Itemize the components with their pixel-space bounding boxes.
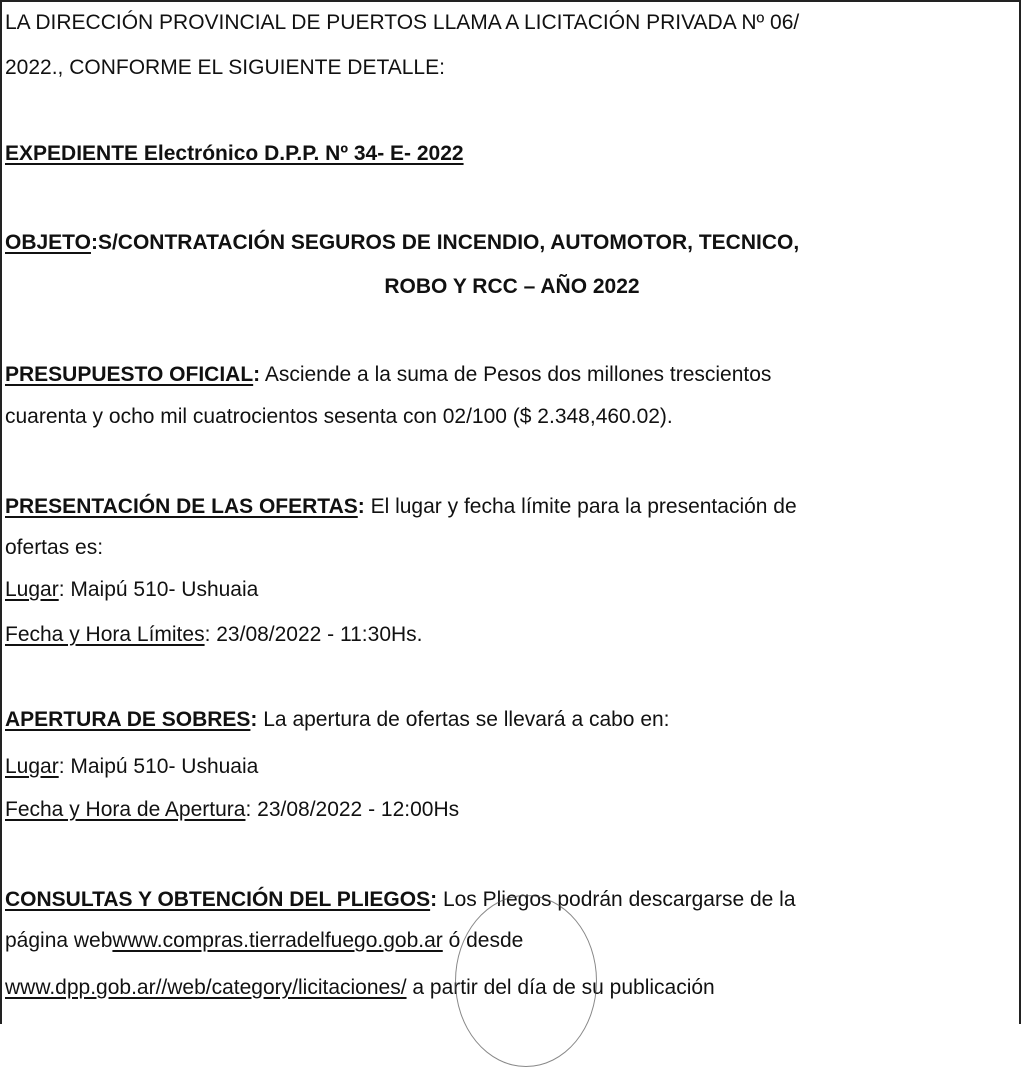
objeto-line-2: ROBO Y RCC – AÑO 2022: [384, 275, 640, 298]
presupuesto-line-1: [5, 362, 771, 388]
consultas-text-2-prefix: página web: [5, 929, 113, 952]
consultas-line-1: [5, 887, 796, 913]
apertura-lugar: [5, 754, 258, 780]
apertura-fecha-value: : 23/08/2022 - 12:00Hs: [245, 798, 460, 821]
consultas-label: CONSULTAS Y OBTENCIÓN DEL PLIEGOS: [5, 888, 431, 911]
consultas-text-3-suffix: a partir del día de su publicación: [406, 976, 715, 999]
presupuesto-line-2: cuarenta y ocho mil cuatrocientos sesenta con 02/100 ($ 2.348,460.02).: [5, 405, 673, 428]
consultas-colon: :: [430, 888, 438, 911]
presentacion-line-1: [5, 494, 797, 520]
compras-link[interactable]: www.compras.tierradelfuego.gob.ar: [112, 929, 443, 952]
apertura-label: APERTURA DE SOBRES: [5, 708, 251, 731]
presentacion-lugar: [5, 577, 258, 603]
presentacion-fecha-label: Fecha y Hora Límites: [5, 623, 205, 646]
apertura-line-1: [5, 707, 670, 733]
presentacion-fecha: [5, 622, 423, 648]
apertura-fecha-label: Fecha y Hora de Apertura: [5, 798, 246, 821]
consultas-text-2-suffix: ó desde: [442, 929, 524, 952]
intro-line-2: 2022., CONFORME EL SIGUIENTE DETALLE:: [5, 56, 445, 79]
dpp-link[interactable]: www.dpp.gob.ar//web/category/licitaciones/: [5, 976, 407, 999]
expediente-heading: EXPEDIENTE Electrónico D.P.P. Nº 34- E- 2022: [5, 142, 464, 165]
presentacion-label: PRESENTACIÓN DE LAS OFERTAS: [5, 495, 358, 518]
apertura-lugar-label: Lugar: [5, 755, 59, 778]
presentacion-lugar-label: Lugar: [5, 578, 59, 601]
presentacion-fecha-value: : 23/08/2022 - 11:30Hs.: [204, 623, 423, 646]
presentacion-text-1: El lugar y fecha límite para la presentación de: [364, 495, 797, 518]
presentacion-lugar-value: : Maipú 510- Ushuaia: [58, 578, 259, 601]
presentacion-colon: :: [357, 495, 365, 518]
intro-line-1: LA DIRECCIÓN PROVINCIAL DE PUERTOS LLAMA A LICITACIÓN PRIVADA Nº 06/: [5, 11, 800, 34]
apertura-colon: :: [250, 708, 258, 731]
apertura-lugar-value: : Maipú 510- Ushuaia: [58, 755, 259, 778]
consultas-text-1: Los Pliegos podrán descargarse de la: [437, 888, 796, 911]
objeto-label: OBJETO: [5, 231, 91, 254]
presupuesto-colon: :: [253, 363, 261, 386]
consultas-line-2: [5, 928, 523, 954]
presentacion-line-2: ofertas es:: [5, 536, 104, 559]
apertura-fecha: [5, 797, 459, 823]
apertura-text-1: La apertura de ofertas se llevará a cabo en:: [257, 708, 670, 731]
objeto-line-1: [5, 230, 799, 256]
consultas-line-3: [5, 975, 715, 1001]
objeto-text-1: :S/CONTRATACIÓN SEGUROS DE INCENDIO, AUTOMOTOR, TECNICO,: [90, 231, 800, 254]
presupuesto-label: PRESUPUESTO OFICIAL: [5, 363, 254, 386]
presupuesto-text-1: Asciende a la suma de Pesos dos millones trescientos: [260, 363, 772, 386]
